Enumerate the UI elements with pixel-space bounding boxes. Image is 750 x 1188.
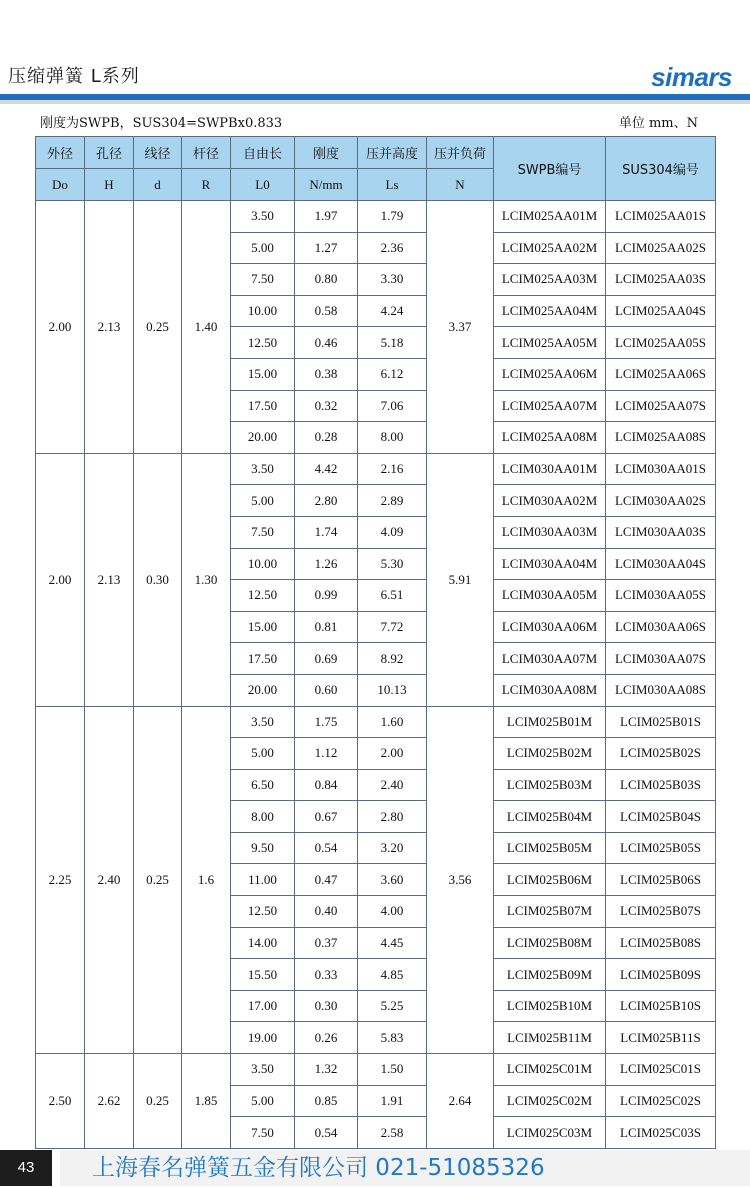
cell-free-length: 12.50 (231, 327, 295, 359)
cell-sus304-code: LCIM025B02S (606, 738, 716, 770)
cell-stiffness: 4.42 (295, 453, 358, 485)
cell-sus304-code: LCIM030AA07S (606, 643, 716, 675)
unit-note: 单位 mm、N (618, 116, 698, 131)
cell-rod-dia: 1.30 (182, 453, 231, 706)
cell-swpb-code: LCIM025AA06M (494, 358, 606, 390)
cell-free-length: 3.50 (231, 453, 295, 485)
cell-free-length: 7.50 (231, 516, 295, 548)
cell-stiffness: 0.67 (295, 801, 358, 833)
cell-stiffness: 0.26 (295, 1022, 358, 1054)
page-title: 压缩弹簧 L系列 (8, 66, 140, 87)
cell-free-length: 10.00 (231, 548, 295, 580)
cell-sus304-code: LCIM025B01S (606, 706, 716, 738)
cell-solid-height: 8.92 (358, 643, 427, 675)
cell-stiffness: 1.26 (295, 548, 358, 580)
cell-swpb-code: LCIM025B02M (494, 738, 606, 770)
cell-solid-height: 10.13 (358, 674, 427, 706)
table-row (36, 1054, 716, 1086)
cell-free-length: 20.00 (231, 674, 295, 706)
table-row (36, 201, 716, 233)
cell-stiffness: 1.75 (295, 706, 358, 738)
cell-swpb-code: LCIM025B09M (494, 959, 606, 991)
cell-solid-height: 7.72 (358, 611, 427, 643)
cell-free-length: 17.50 (231, 390, 295, 422)
cell-solid-height: 4.24 (358, 295, 427, 327)
cell-sus304-code: LCIM025AA02S (606, 232, 716, 264)
cell-swpb-code: LCIM025B07M (494, 896, 606, 928)
col-header-solid-height: 压并高度 (358, 137, 427, 169)
cell-swpb-code: LCIM030AA07M (494, 643, 606, 675)
cell-swpb-code: LCIM025AA03M (494, 264, 606, 296)
cell-free-length: 15.50 (231, 959, 295, 991)
col-header-rod-dia: 杆径 (182, 137, 231, 169)
cell-outer-dia: 2.50 (36, 1054, 85, 1149)
cell-sus304-code: LCIM030AA02S (606, 485, 716, 517)
cell-sus304-code: LCIM025AA03S (606, 264, 716, 296)
cell-free-length: 12.50 (231, 580, 295, 612)
col-symbol-d: d (134, 169, 182, 201)
cell-sus304-code: LCIM025AA06S (606, 358, 716, 390)
cell-stiffness: 0.47 (295, 864, 358, 896)
cell-stiffness: 0.28 (295, 422, 358, 454)
col-symbol-r: R (182, 169, 231, 201)
cell-swpb-code: LCIM025B08M (494, 927, 606, 959)
cell-solid-height: 5.18 (358, 327, 427, 359)
cell-free-length: 5.00 (231, 232, 295, 264)
cell-sus304-code: LCIM025B04S (606, 801, 716, 833)
cell-outer-dia: 2.25 (36, 706, 85, 1054)
col-header-free-length: 自由长 (231, 137, 295, 169)
cell-sus304-code: LCIM030AA05S (606, 580, 716, 612)
cell-free-length: 10.00 (231, 295, 295, 327)
cell-rod-dia: 1.6 (182, 706, 231, 1054)
cell-sus304-code: LCIM025B06S (606, 864, 716, 896)
cell-stiffness: 0.46 (295, 327, 358, 359)
cell-solid-height: 3.20 (358, 832, 427, 864)
cell-stiffness: 0.99 (295, 580, 358, 612)
cell-solid-height: 2.00 (358, 738, 427, 770)
cell-rod-dia: 1.85 (182, 1054, 231, 1149)
cell-solid-height: 1.91 (358, 1085, 427, 1117)
cell-swpb-code: LCIM025B06M (494, 864, 606, 896)
cell-stiffness: 1.27 (295, 232, 358, 264)
cell-hole-dia: 2.13 (85, 453, 134, 706)
cell-solid-height: 3.60 (358, 864, 427, 896)
cell-stiffness: 0.30 (295, 990, 358, 1022)
cell-free-length: 5.00 (231, 1085, 295, 1117)
cell-free-length: 5.00 (231, 485, 295, 517)
cell-free-length: 11.00 (231, 864, 295, 896)
cell-free-length: 3.50 (231, 201, 295, 233)
cell-free-length: 3.50 (231, 1054, 295, 1086)
cell-swpb-code: LCIM030AA03M (494, 516, 606, 548)
cell-swpb-code: LCIM025AA07M (494, 390, 606, 422)
cell-free-length: 17.00 (231, 990, 295, 1022)
cell-free-length: 12.50 (231, 896, 295, 928)
cell-solid-load: 3.37 (427, 201, 494, 454)
cell-hole-dia: 2.62 (85, 1054, 134, 1149)
cell-solid-load: 5.91 (427, 453, 494, 706)
col-symbol-ls: Ls (358, 169, 427, 201)
cell-swpb-code: LCIM030AA02M (494, 485, 606, 517)
spring-spec-table (35, 136, 716, 1149)
cell-outer-dia: 2.00 (36, 453, 85, 706)
cell-stiffness: 2.80 (295, 485, 358, 517)
cell-solid-height: 2.58 (358, 1117, 427, 1149)
cell-wire-dia: 0.25 (134, 706, 182, 1054)
cell-swpb-code: LCIM025B03M (494, 769, 606, 801)
cell-swpb-code: LCIM030AA04M (494, 548, 606, 580)
cell-solid-height: 2.16 (358, 453, 427, 485)
cell-sus304-code: LCIM025B07S (606, 896, 716, 928)
cell-solid-height: 4.09 (358, 516, 427, 548)
cell-solid-load: 2.64 (427, 1054, 494, 1149)
cell-swpb-code: LCIM030AA01M (494, 453, 606, 485)
cell-wire-dia: 0.25 (134, 201, 182, 454)
cell-swpb-code: LCIM030AA08M (494, 674, 606, 706)
cell-sus304-code: LCIM025AA01S (606, 201, 716, 233)
cell-sus304-code: LCIM025C02S (606, 1085, 716, 1117)
cell-sus304-code: LCIM025AA07S (606, 390, 716, 422)
cell-rod-dia: 1.40 (182, 201, 231, 454)
cell-outer-dia: 2.00 (36, 201, 85, 454)
cell-swpb-code: LCIM025AA05M (494, 327, 606, 359)
cell-sus304-code: LCIM025AA08S (606, 422, 716, 454)
col-symbol-nmm: N/mm (295, 169, 358, 201)
cell-sus304-code: LCIM030AA01S (606, 453, 716, 485)
col-symbol-h: H (85, 169, 134, 201)
cell-solid-height: 2.89 (358, 485, 427, 517)
cell-sus304-code: LCIM025AA04S (606, 295, 716, 327)
cell-stiffness: 1.74 (295, 516, 358, 548)
cell-sus304-code: LCIM025C01S (606, 1054, 716, 1086)
cell-solid-height: 1.60 (358, 706, 427, 738)
cell-swpb-code: LCIM025AA01M (494, 201, 606, 233)
cell-stiffness: 0.60 (295, 674, 358, 706)
table-row (36, 453, 716, 485)
cell-solid-height: 4.85 (358, 959, 427, 991)
cell-sus304-code: LCIM025B09S (606, 959, 716, 991)
page-number: 43 (0, 1150, 52, 1186)
cell-sus304-code: LCIM030AA08S (606, 674, 716, 706)
simars-logo: simars (651, 62, 732, 92)
cell-solid-height: 3.30 (358, 264, 427, 296)
cell-free-length: 15.00 (231, 358, 295, 390)
cell-sus304-code: LCIM025B11S (606, 1022, 716, 1054)
cell-solid-height: 5.30 (358, 548, 427, 580)
cell-solid-height: 5.25 (358, 990, 427, 1022)
cell-swpb-code: LCIM025AA08M (494, 422, 606, 454)
cell-stiffness: 0.80 (295, 264, 358, 296)
cell-stiffness: 0.85 (295, 1085, 358, 1117)
cell-free-length: 20.00 (231, 422, 295, 454)
cell-free-length: 9.50 (231, 832, 295, 864)
cell-sus304-code: LCIM025AA05S (606, 327, 716, 359)
cell-free-length: 6.50 (231, 769, 295, 801)
col-symbol-l0: L0 (231, 169, 295, 201)
cell-sus304-code: LCIM025B05S (606, 832, 716, 864)
cell-stiffness: 0.81 (295, 611, 358, 643)
cell-stiffness: 0.69 (295, 643, 358, 675)
cell-solid-height: 1.79 (358, 201, 427, 233)
cell-swpb-code: LCIM025C02M (494, 1085, 606, 1117)
cell-free-length: 5.00 (231, 738, 295, 770)
header-rule-gray (0, 100, 750, 104)
cell-swpb-code: LCIM025AA02M (494, 232, 606, 264)
cell-sus304-code: LCIM030AA03S (606, 516, 716, 548)
cell-free-length: 19.00 (231, 1022, 295, 1054)
cell-solid-height: 4.45 (358, 927, 427, 959)
company-contact: 上海春名弹簧五金有限公司 021-51085326 (60, 1150, 750, 1186)
spec-table-body (36, 201, 716, 1149)
cell-hole-dia: 2.40 (85, 706, 134, 1054)
cell-free-length: 15.00 (231, 611, 295, 643)
cell-free-length: 7.50 (231, 264, 295, 296)
col-header-outer-dia: 外径 (36, 137, 85, 169)
cell-swpb-code: LCIM025B10M (494, 990, 606, 1022)
cell-stiffness: 0.32 (295, 390, 358, 422)
cell-sus304-code: LCIM025B10S (606, 990, 716, 1022)
cell-swpb-code: LCIM025C01M (494, 1054, 606, 1086)
cell-solid-height: 2.80 (358, 801, 427, 833)
cell-solid-height: 4.00 (358, 896, 427, 928)
cell-stiffness: 1.12 (295, 738, 358, 770)
cell-stiffness: 0.54 (295, 832, 358, 864)
cell-stiffness: 0.54 (295, 1117, 358, 1149)
cell-solid-height: 6.12 (358, 358, 427, 390)
col-header-swpb-code: SWPB编号 (494, 137, 606, 201)
cell-hole-dia: 2.13 (85, 201, 134, 454)
cell-swpb-code: LCIM030AA06M (494, 611, 606, 643)
cell-sus304-code: LCIM025C03S (606, 1117, 716, 1149)
cell-stiffness: 0.84 (295, 769, 358, 801)
cell-free-length: 17.50 (231, 643, 295, 675)
cell-solid-height: 2.40 (358, 769, 427, 801)
col-header-wire-dia: 线径 (134, 137, 182, 169)
col-symbol-do: Do (36, 169, 85, 201)
cell-sus304-code: LCIM030AA04S (606, 548, 716, 580)
page-header (0, 0, 750, 104)
cell-stiffness: 1.32 (295, 1054, 358, 1086)
cell-solid-height: 1.50 (358, 1054, 427, 1086)
cell-swpb-code: LCIM025B11M (494, 1022, 606, 1054)
cell-swpb-code: LCIM030AA05M (494, 580, 606, 612)
cell-swpb-code: LCIM025AA04M (494, 295, 606, 327)
cell-wire-dia: 0.30 (134, 453, 182, 706)
col-header-sus304-code: SUS304编号 (606, 137, 716, 201)
cell-stiffness: 0.40 (295, 896, 358, 928)
col-symbol-n: N (427, 169, 494, 201)
cell-sus304-code: LCIM025B03S (606, 769, 716, 801)
cell-stiffness: 0.37 (295, 927, 358, 959)
cell-swpb-code: LCIM025B01M (494, 706, 606, 738)
cell-swpb-code: LCIM025B05M (494, 832, 606, 864)
cell-stiffness: 0.38 (295, 358, 358, 390)
cell-swpb-code: LCIM025C03M (494, 1117, 606, 1149)
cell-stiffness: 0.33 (295, 959, 358, 991)
cell-solid-height: 8.00 (358, 422, 427, 454)
col-header-stiffness: 刚度 (295, 137, 358, 169)
header-row-zh (36, 137, 716, 169)
cell-solid-load: 3.56 (427, 706, 494, 1054)
cell-stiffness: 0.58 (295, 295, 358, 327)
cell-solid-height: 5.83 (358, 1022, 427, 1054)
cell-swpb-code: LCIM025B04M (494, 801, 606, 833)
cell-sus304-code: LCIM025B08S (606, 927, 716, 959)
cell-free-length: 7.50 (231, 1117, 295, 1149)
col-header-hole-dia: 孔径 (85, 137, 134, 169)
cell-wire-dia: 0.25 (134, 1054, 182, 1149)
cell-sus304-code: LCIM030AA06S (606, 611, 716, 643)
col-header-solid-load: 压并负荷 (427, 137, 494, 169)
cell-free-length: 14.00 (231, 927, 295, 959)
cell-solid-height: 6.51 (358, 580, 427, 612)
stiffness-note: 刚度为SWPB，SUS304=SWPBx0.833 (40, 116, 283, 131)
table-row (36, 706, 716, 738)
cell-free-length: 8.00 (231, 801, 295, 833)
cell-free-length: 3.50 (231, 706, 295, 738)
cell-stiffness: 1.97 (295, 201, 358, 233)
cell-solid-height: 7.06 (358, 390, 427, 422)
cell-solid-height: 2.36 (358, 232, 427, 264)
